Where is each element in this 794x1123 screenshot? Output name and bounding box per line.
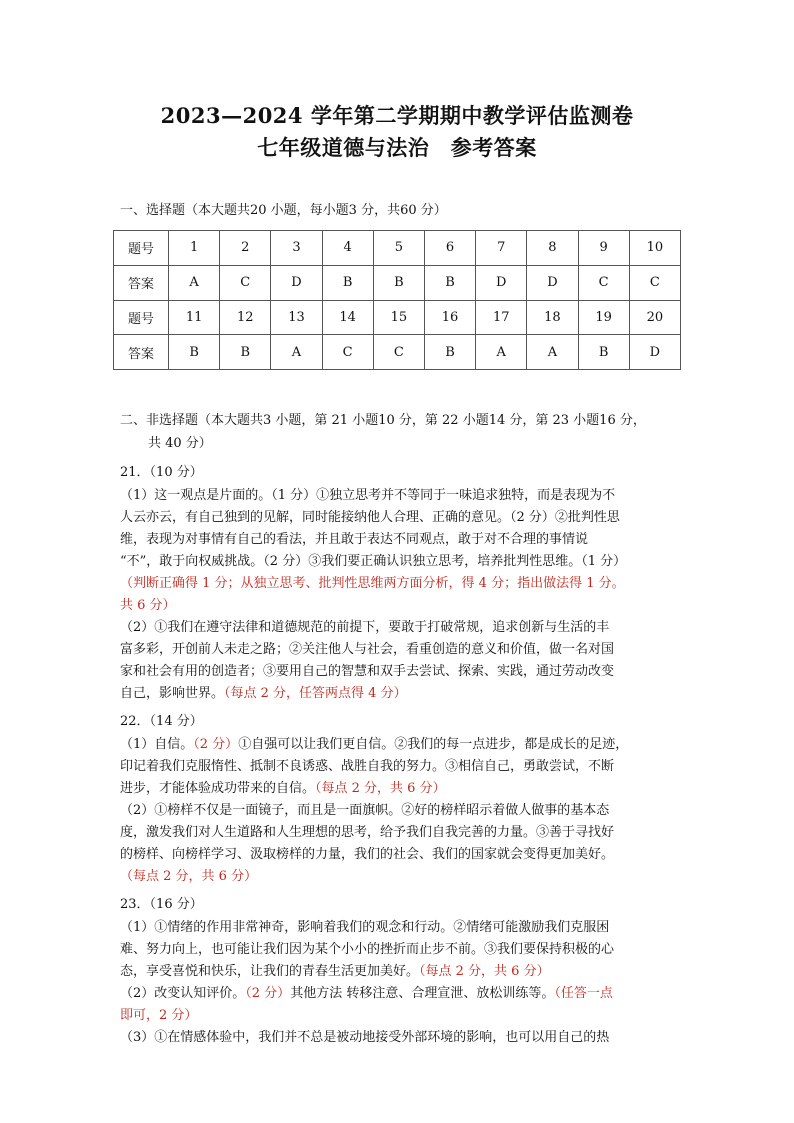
table-cell: B	[578, 335, 629, 370]
table-cell: 答案	[114, 265, 169, 300]
section1-heading: 一、选择题（本大题共20 小题，每小题3 分，共60 分）	[120, 203, 447, 218]
table-cell: 14	[322, 300, 373, 335]
table-cell: 7	[476, 231, 527, 266]
q23-scoring-note: （每点 2 分，共 6 分）	[419, 964, 550, 979]
table-cell: A	[169, 265, 220, 300]
q21-line: “不”，敢于向权威挑战。（2 分）③我们要正确认识独立思考，培养批判性思维。（1 分）	[120, 554, 627, 569]
q21-text: 自己，影响世界。	[120, 686, 225, 701]
q23-line: （3）①在情感体验中，我们并不总是被动地接受外部环境的影响，也可以用自己的热	[120, 1030, 610, 1045]
q22-text: ①自强可以让我们更自信。②我们的每一点进步，都是成长的足迹，	[238, 737, 629, 752]
table-cell: 4	[322, 231, 373, 266]
table-cell: D	[476, 265, 527, 300]
q22-scoring-note: （每点 2 分，共 6 分）	[315, 781, 446, 796]
table-cell: 5	[373, 231, 424, 266]
table-cell: 答案	[114, 335, 169, 370]
q22-line	[120, 735, 628, 755]
q23-line	[120, 962, 550, 982]
table-cell: 12	[220, 300, 271, 335]
q21-scoring-note: （判断正确得 1 分；从独立思考、批判性思维两方面分析，得 4 分；指出做法得 1 分。	[120, 576, 625, 591]
table-cell: A	[476, 335, 527, 370]
section2-heading: 二、非选择题（本大题共3 小题，第 21 小题10 分，第 22 小题14 分，第 23 小题16 分，	[120, 413, 646, 428]
table-cell: A	[527, 335, 578, 370]
table-cell: D	[629, 335, 680, 370]
table-cell: 18	[527, 300, 578, 335]
q22-heading: 22．（14 分）	[120, 714, 203, 729]
table-cell: B	[373, 265, 424, 300]
q23-text: （2）改变认知评价。	[120, 986, 246, 1001]
q21-line: （2）①我们在遵守法律和道德规范的前提下，要敢于打破常规，追求创新与生活的丰	[120, 620, 610, 635]
q22-text: 进步，才能体验成功带来的自信。	[120, 781, 316, 796]
table-cell: 16	[424, 300, 475, 335]
table-cell: 题号	[114, 231, 169, 266]
table-cell: 1	[169, 231, 220, 266]
table-cell: 2	[220, 231, 271, 266]
q21-line: 家和社会有用的创造者；③要用自己的智慧和双手去尝试、探索、实践，通过劳动改变	[120, 664, 615, 679]
table-cell: B	[220, 335, 271, 370]
table-row	[114, 231, 681, 266]
q23-line	[120, 984, 613, 1004]
table-cell: B	[424, 335, 475, 370]
table-cell: C	[578, 265, 629, 300]
q21-heading: 21．（10 分）	[120, 465, 203, 480]
table-cell: A	[271, 335, 322, 370]
table-row	[114, 300, 681, 335]
q22-scoring-note: （2 分）	[193, 737, 239, 752]
table-cell: 3	[271, 231, 322, 266]
table-row	[114, 335, 681, 370]
table-cell: D	[271, 265, 322, 300]
table-cell: 10	[629, 231, 680, 266]
q22-line: （2）①榜样不仅是一面镜子，而且是一面旗帜。②好的榜样昭示着做人做事的基本态	[120, 803, 610, 818]
table-cell: 20	[629, 300, 680, 335]
q22-line: 的榜样、向榜样学习、汲取榜样的力量，我们的社会、我们的国家就会变得更加美好。	[120, 847, 615, 862]
q22-text: （1）自信。	[120, 737, 194, 752]
q22-line: 度，激发我们对人生道路和人生理想的思考，给予我们自我完善的力量。③善于寻找好	[120, 825, 615, 840]
q22-line: 印记着我们克服惰性、抵制不良诱惑、战胜自我的努力。③相信自己，勇敢尝试，不断	[120, 759, 615, 774]
q23-line: （1）①情绪的作用非常神奇，影响着我们的观念和行动。②情绪可能激励我们克服困	[120, 920, 610, 935]
table-cell: B	[169, 335, 220, 370]
table-cell: B	[322, 265, 373, 300]
q23-line: 难、努力向上，也可能让我们因为某个小小的挫折而止步不前。③我们要保持积极的心	[120, 942, 615, 957]
table-cell: 17	[476, 300, 527, 335]
q23-scoring-note: （2 分）	[245, 986, 291, 1001]
table-cell: C	[629, 265, 680, 300]
q23-heading: 23．（16 分）	[120, 897, 203, 912]
q21-line: 富多彩，开创前人未走之路；②关注他人与社会，看重创造的意义和价值，做一名对国	[120, 642, 615, 657]
q21-line	[120, 684, 407, 704]
table-cell: 9	[578, 231, 629, 266]
document-title-line1: 2023—2024 学年第二学期期中教学评估监测卷	[160, 103, 634, 128]
table-cell: C	[322, 335, 373, 370]
table-cell: 题号	[114, 300, 169, 335]
q21-scoring-note: 共 6 分）	[120, 598, 176, 613]
q21-line: 人云亦云，有自己独到的见解，同时能接纳他人合理、正确的意见。（2 分）②批判性思	[120, 510, 620, 525]
q21-line: 维，表现为对事情有自己的看法，并且敢于表达不同观点，敢于对不合理的事情说	[120, 532, 589, 547]
table-cell: 6	[424, 231, 475, 266]
q21-line: （1）这一观点是片面的。（1 分）①独立思考并不等同于一味追求独特，而是表现为不	[120, 488, 616, 503]
table-cell: 13	[271, 300, 322, 335]
q22-line	[120, 779, 446, 799]
table-cell: 19	[578, 300, 629, 335]
q23-scoring-note: 即可，2 分）	[120, 1008, 198, 1023]
q21-scoring-note: （每点 2 分，任答两点得 4 分）	[224, 686, 407, 701]
table-cell: B	[424, 265, 475, 300]
table-cell: 11	[169, 300, 220, 335]
table-cell: C	[373, 335, 424, 370]
section2-heading-cont: 共 40 分）	[148, 436, 212, 451]
q23-text: 其他方法 转移注意、合理宣泄、放松训练等。	[290, 986, 555, 1001]
q22-scoring-note: （每点 2 分，共 6 分）	[120, 869, 258, 884]
table-cell: 8	[527, 231, 578, 266]
answer-table	[113, 230, 681, 370]
q23-scoring-note: （任答一点	[554, 986, 613, 1001]
table-row	[114, 265, 681, 300]
table-cell: D	[527, 265, 578, 300]
q23-text: 态，享受喜悦和快乐，让我们的青春生活更加美好。	[120, 964, 420, 979]
table-cell: 15	[373, 300, 424, 335]
document-title-line2: 七年级道德与法治 参考答案	[257, 135, 537, 160]
table-cell: C	[220, 265, 271, 300]
